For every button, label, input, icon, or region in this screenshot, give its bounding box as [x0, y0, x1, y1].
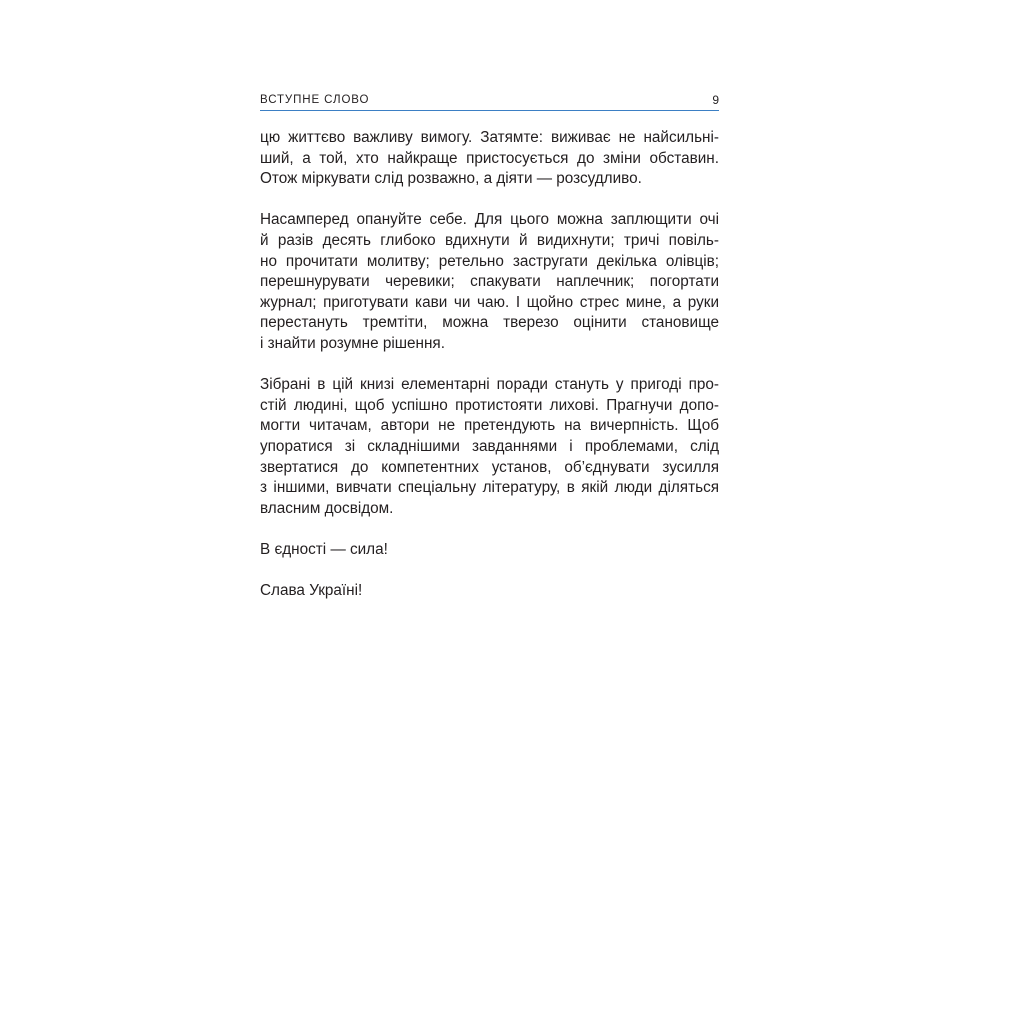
paragraph-glory-slogan — [260, 581, 719, 602]
text-line: ший, а той, хто найкраще пристосується до зміни обставин. — [260, 149, 719, 167]
text-line: перешнурувати черевики; спакувати наплечник; погортати — [260, 273, 719, 291]
paragraph-2 — [260, 210, 719, 354]
running-header — [260, 93, 719, 111]
text-line: стій людині, щоб успішно протистояти лихові. Прагнучи допо- — [260, 396, 719, 414]
text-line: і знайти розумне рішення. — [260, 334, 445, 352]
text-line: журнал; приготувати кави чи чаю. І щойно стрес мине, а руки — [260, 293, 719, 311]
text-line: Зібрані в цій книзі елементарні поради стануть у пригоді про- — [260, 376, 719, 394]
running-title: ВСТУПНЕ СЛОВО — [260, 94, 370, 106]
text-line: но прочитати молитву; ретельно застругати декілька олівців; — [260, 252, 719, 270]
body-text — [260, 128, 719, 622]
text-line: Слава Україні! — [260, 582, 363, 600]
text-line: власним досвідом. — [260, 499, 394, 517]
text-line: перестануть тремтіти, можна тверезо оцінити становище — [260, 314, 719, 332]
text-line: Отож міркувати слід розважно, а діяти — розсудливо. — [260, 170, 642, 188]
text-line: цю життєво важливу вимогу. Затямте: виживає не найсильні- — [260, 129, 719, 146]
text-line: й разів десять глибоко вдихнути й видихнути; тричі повіль- — [260, 231, 719, 249]
text-line: упоратися зі складнішими завданнями і проблемами, слід — [260, 437, 719, 455]
text-line: звертатися до компетентних установ, об’єднувати зусилля — [260, 458, 719, 476]
text-line: могти читачам, автори не претендують на вичерпність. Щоб — [260, 417, 719, 435]
paragraph-3 — [260, 375, 719, 519]
paragraph-1 — [260, 128, 719, 190]
text-line: В єдності — сила! — [260, 540, 388, 558]
page-number: 9 — [712, 93, 719, 107]
text-line: Насамперед опануйте себе. Для цього можна заплющити очі — [260, 211, 719, 229]
paragraph-unity-slogan — [260, 540, 719, 561]
text-line: з іншими, вивчати спеціальну літературу, в якій люди діляться — [260, 479, 719, 497]
